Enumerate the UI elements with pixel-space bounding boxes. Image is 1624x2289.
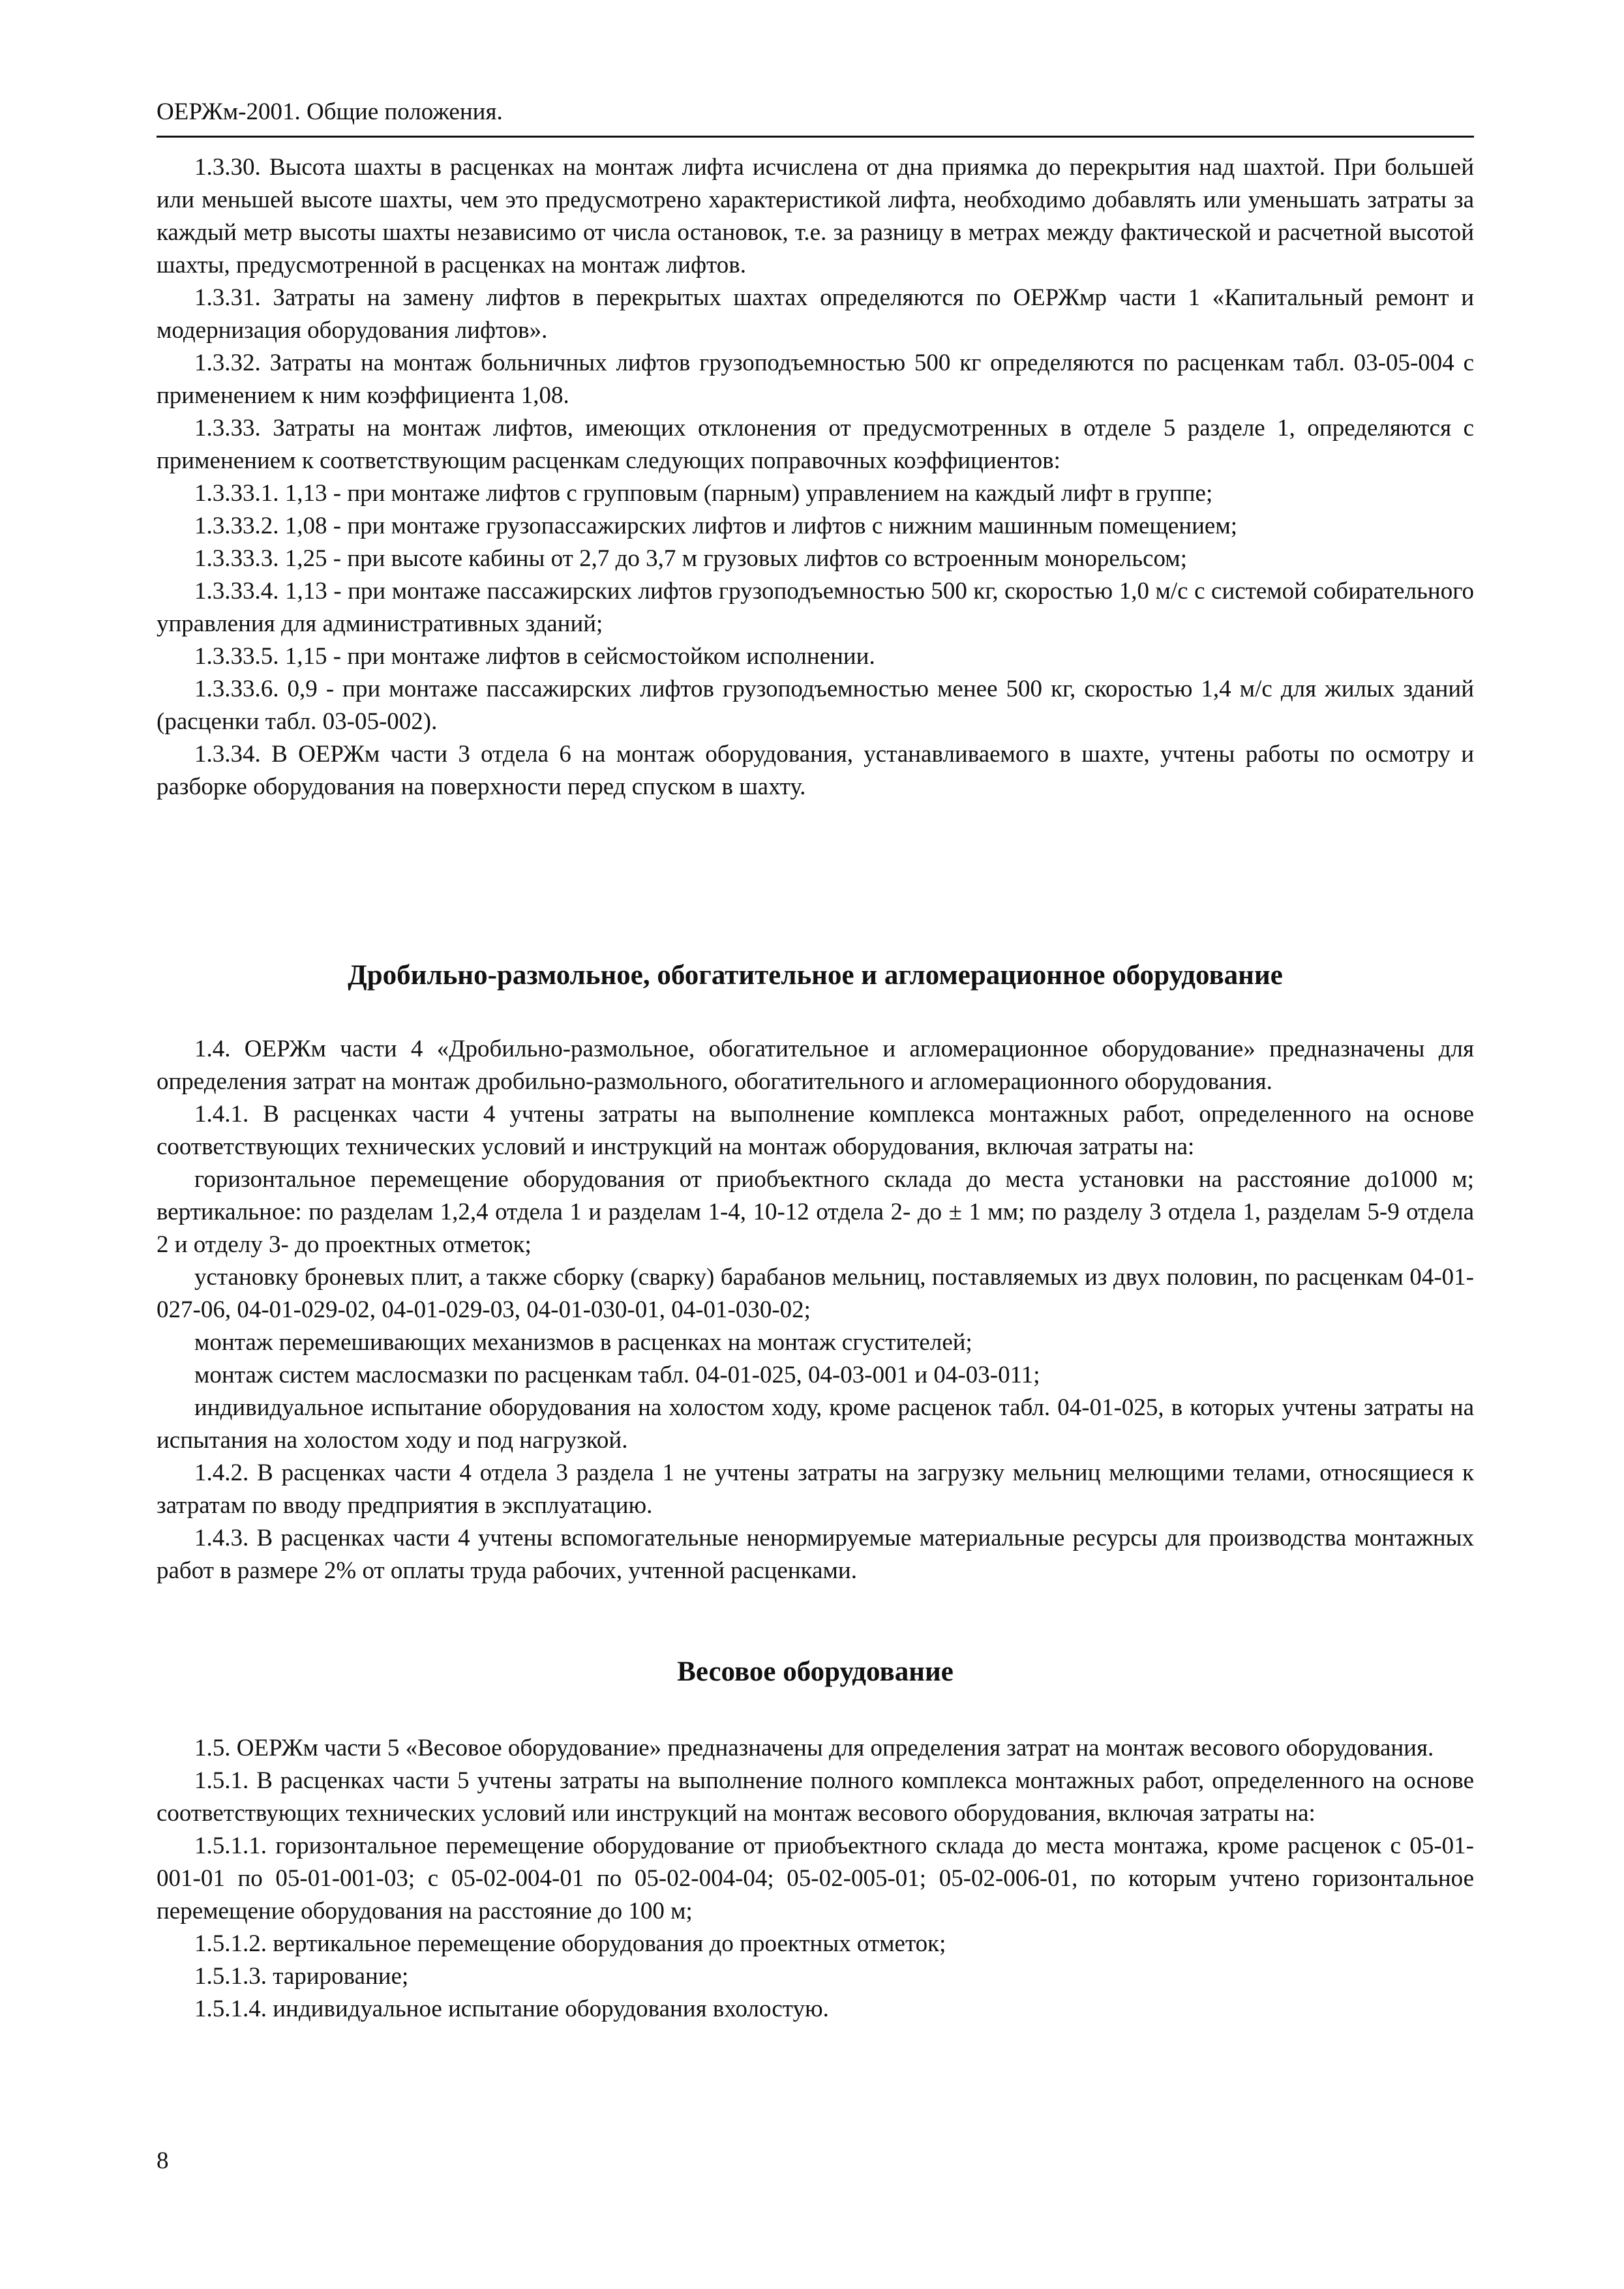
paragraph: 1.3.33. Затраты на монтаж лифтов, имеющих отклонения от предусмотренных в отделе 5 разделе 1, определяются с применением к соответствующим расценкам следующих поправочных коэффициентов: xyxy=(157,415,1474,474)
section-crushing-body xyxy=(157,1033,1474,1587)
paragraph: 1.5.1.1. горизонтальное перемещение оборудование от приобъектного склада до места монтажа, кроме расценок с 05-01-001-01 по 05-01-001-03; с 05-02-004-01 по 05-02-004-04; 05-02-005-01; 05-02-006-01, по которым учтено горизонтальное перемещение оборудования на расстояние до 100 м; xyxy=(157,1833,1474,1924)
paragraph: 1.4.1. В расценках части 4 учтены затраты на выполнение комплекса монтажных работ, определенного на основе соответствующих технических условий и инструкций на монтаж оборудования, включая затраты на: xyxy=(157,1101,1474,1160)
paragraph: 1.4.3. В расценках части 4 учтены вспомогательные ненормируемые материальные ресурсы для производства монтажных работ в размере 2% от оплаты труда рабочих, учтенной расценками. xyxy=(157,1525,1474,1584)
paragraph: 1.3.32. Затраты на монтаж больничных лифтов грузоподъемностью 500 кг определяются по расценкам табл. 03-05-004 с применением к ним коэффициента 1,08. xyxy=(157,350,1474,409)
paragraph: индивидуальное испытание оборудования на холостом ходу, кроме расценок табл. 04-01-025, в которых учтены затраты на испытания на холостом ходу и под нагрузкой. xyxy=(157,1394,1474,1454)
paragraph: 1.5.1. В расценках части 5 учтены затраты на выполнение полного комплекса монтажных работ, определенного на основе соответствующих технических условий или инструкций на монтаж весового оборудования, включая затраты на: xyxy=(157,1767,1474,1827)
paragraph: 1.3.33.1. 1,13 - при монтаже лифтов с групповым (парным) управлением на каждый лифт в группе; xyxy=(194,480,1213,507)
paragraph: 1.3.33.4. 1,13 - при монтаже пассажирских лифтов грузоподъемностью 500 кг, скоростью 1,0 м/с с системой собирательного управления для административных зданий; xyxy=(157,578,1474,637)
document-page xyxy=(157,0,1474,2289)
paragraph: монтаж систем маслосмазки по расценкам табл. 04-01-025, 04-03-001 и 04-03-011; xyxy=(194,1362,1040,1388)
section-heading: Дробильно-размольное, обогатительное и агломерационное оборудование xyxy=(348,960,1283,991)
paragraph: 1.4.2. В расценках части 4 отдела 3 раздела 1 не учтены затраты на загрузку мельниц мелющими телами, относящиеся к затратам по вводу предприятия в эксплуатацию. xyxy=(157,1459,1474,1519)
paragraph: 1.3.33.6. 0,9 - при монтаже пассажирских лифтов грузоподъемностью менее 500 кг, скоростью 1,4 м/с для жилых зданий (расценки табл. 03-05-002). xyxy=(157,676,1474,735)
section-heading: Весовое оборудование xyxy=(677,1656,954,1687)
section-weighing-equipment xyxy=(157,1654,1474,1690)
paragraph: 1.3.34. В ОЕРЖм части 3 отдела 6 на монтаж оборудования, устанавливаемого в шахте, учтены работы по осмотру и разборке оборудования на поверхности перед спуском в шахту. xyxy=(157,741,1474,800)
paragraph: 1.3.30. Высота шахты в расценках на монтаж лифта исчислена от дна приямка до перекрытия над шахтой. При большей или меньшей высоте шахты, чем это предусмотрено характеристикой лифта, необходимо добавлять или уменьшать затраты за каждый метр высоты шахты независимо от числа остановок, т.е. за разницу в метрах между фактической и расчетной высотой шахты, предусмотренной в расценках на монтаж лифтов. xyxy=(157,154,1474,278)
section-weighing-body xyxy=(157,1732,1474,2026)
paragraph: 1.3.31. Затраты на замену лифтов в перекрытых шахтах определяются по ОЕРЖмр части 1 «Капитальный ремонт и модернизация оборудования лифтов». xyxy=(157,284,1474,344)
paragraph: 1.3.33.3. 1,25 - при высоте кабины от 2,7 до 3,7 м грузовых лифтов со встроенным монорельсом; xyxy=(194,545,1187,572)
paragraph: 1.5.1.2. вертикальное перемещение оборудования до проектных отметок; xyxy=(194,1930,946,1957)
running-header xyxy=(157,97,1474,138)
paragraph: горизонтальное перемещение оборудования от приобъектного склада до места установки на расстояние до1000 м; вертикальное: по разделам 1,2,4 отдела 1 и разделам 1-4, 10-12 отдела 2- до ± 1 мм; по разделу 3 отдела 1, разделам 5-9 отдела 2 и отделу 3- до проектных отметок; xyxy=(157,1166,1474,1258)
paragraph: 1.5.1.4. индивидуальное испытание оборудования вхолостую. xyxy=(194,1996,829,2022)
paragraph: 1.5.1.3. тарирование; xyxy=(194,1963,409,1990)
paragraph: монтаж перемешивающих механизмов в расценках на монтаж сгустителей; xyxy=(194,1329,972,1356)
header-title: ОЕРЖм-2001. Общие положения. xyxy=(157,98,503,125)
page-number: 8 xyxy=(157,2147,169,2174)
paragraph: установку броневых плит, а также сборку (сварку) барабанов мельниц, поставляемых из двух половин, по расценкам 04-01-027-06, 04-01-029-02, 04-01-029-03, 04-01-030-01, 04-01-030-02; xyxy=(157,1264,1474,1323)
paragraph: 1.3.33.5. 1,15 - при монтаже лифтов в сейсмостойком исполнении. xyxy=(194,643,875,670)
paragraph: 1.4. ОЕРЖм части 4 «Дробильно-размольное, обогатительное и агломерационное оборудование» предназначены для определения затрат на монтаж дробильно-размольного, обогатительного и агломерационного оборудования. xyxy=(157,1036,1474,1095)
paragraph: 1.5. ОЕРЖм части 5 «Весовое оборудование» предназначены для определения затрат на монтаж весового оборудования. xyxy=(194,1735,1434,1761)
section-elevators xyxy=(157,151,1474,803)
section-crushing-equipment xyxy=(157,957,1474,994)
paragraph: 1.3.33.2. 1,08 - при монтаже грузопассажирских лифтов и лифтов с нижним машинным помещением; xyxy=(194,513,1238,539)
